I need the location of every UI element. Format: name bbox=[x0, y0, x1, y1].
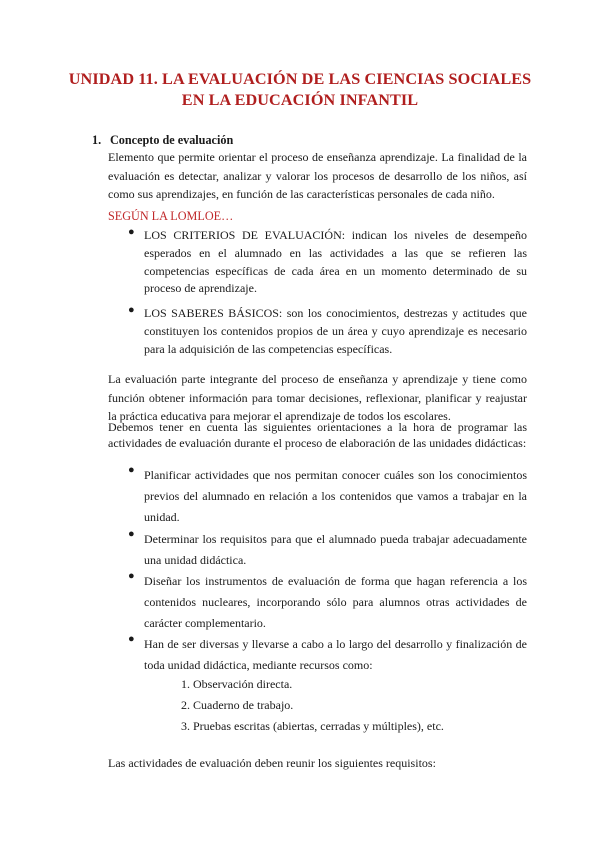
bullet-icon: ● bbox=[128, 464, 135, 476]
bullet-icon: ● bbox=[128, 528, 135, 540]
bullet-icon: ● bbox=[128, 304, 135, 316]
bullet-icon: ● bbox=[128, 226, 135, 238]
list-item-criterios bbox=[108, 227, 527, 298]
orientations-paragraph: Debemos tener en cuenta las siguientes orientaciones a la hora de programar las actividades de evaluación durante el proceso de elaboración de las unidades didácticas: bbox=[108, 420, 527, 450]
bullet-icon: ● bbox=[128, 633, 135, 645]
resource-item: 1. Observación directa. bbox=[181, 677, 293, 691]
evaluation-paragraph: La evaluación parte integrante del proceso de enseñanza y aprendizaje y tiene como función obtener información para tomar decisiones, reflexionar, planificar y reajustar la práctica educativa para mejorar el aprendizaje de todos los escolares. bbox=[108, 372, 527, 423]
page-title: UNIDAD 11. LA EVALUACIÓN DE LAS CIENCIAS SOCIALES EN LA EDUCACIÓN INFANTIL bbox=[68, 70, 532, 109]
section-title: Concepto de evaluación bbox=[110, 133, 234, 147]
list-item-text: LOS SABERES BÁSICOS: son los conocimientos, destrezas y actitudes que constituyen los contenidos propios de un área y cuyo aprendizaje es necesario para la adquisición de las competencias específicas. bbox=[144, 306, 527, 356]
list-item-text: Determinar los requisitos para que el alumnado pueda trabajar adecuadamente una unidad didáctica. bbox=[144, 532, 527, 567]
list-item-saberes bbox=[108, 305, 527, 358]
list-item-orientation bbox=[108, 465, 527, 528]
closing-paragraph: Las actividades de evaluación deben reunir los siguientes requisitos: bbox=[108, 756, 436, 770]
list-item-text: Han de ser diversas y llevarse a cabo a lo largo del desarrollo y finalización de toda unidad didáctica, mediante recursos como: bbox=[144, 637, 527, 672]
lomloe-heading: SEGÚN LA LOMLOE… bbox=[108, 209, 234, 223]
list-item-orientation bbox=[108, 634, 527, 676]
section-number: 1. bbox=[92, 133, 102, 147]
resource-item: 2. Cuaderno de trabajo. bbox=[181, 698, 294, 712]
list-item-text: Diseñar los instrumentos de evaluación de forma que hagan referencia a los contenidos nucleares, incorporando sólo para alumnos otras actividades de carácter complementario. bbox=[144, 574, 527, 630]
resource-item: 3. Pruebas escritas (abiertas, cerradas y múltiples), etc. bbox=[181, 719, 444, 733]
list-item-orientation bbox=[108, 571, 527, 634]
section-intro-paragraph: Elemento que permite orientar el proceso de enseñanza aprendizaje. La finalidad de la evaluación es detectar, analizar y valorar los procesos de desarrollo de los niños, así como sus aprendizajes, en función de las características personales de cada niño. bbox=[108, 150, 527, 201]
list-item-text: Planificar actividades que nos permitan conocer cuáles son los conocimientos previos del alumnado en relación a los contenidos que vamos a trabajar en la unidad. bbox=[144, 468, 527, 524]
bullet-icon: ● bbox=[128, 570, 135, 582]
list-item-orientation bbox=[108, 529, 527, 571]
list-item-text: LOS CRITERIOS DE EVALUACIÓN: indican los niveles de desempeño esperados en el alumnado en las actividades a las que se refieren las competencias específicas de cada área en un momento determinado de su proceso de aprendizaje. bbox=[144, 228, 527, 296]
